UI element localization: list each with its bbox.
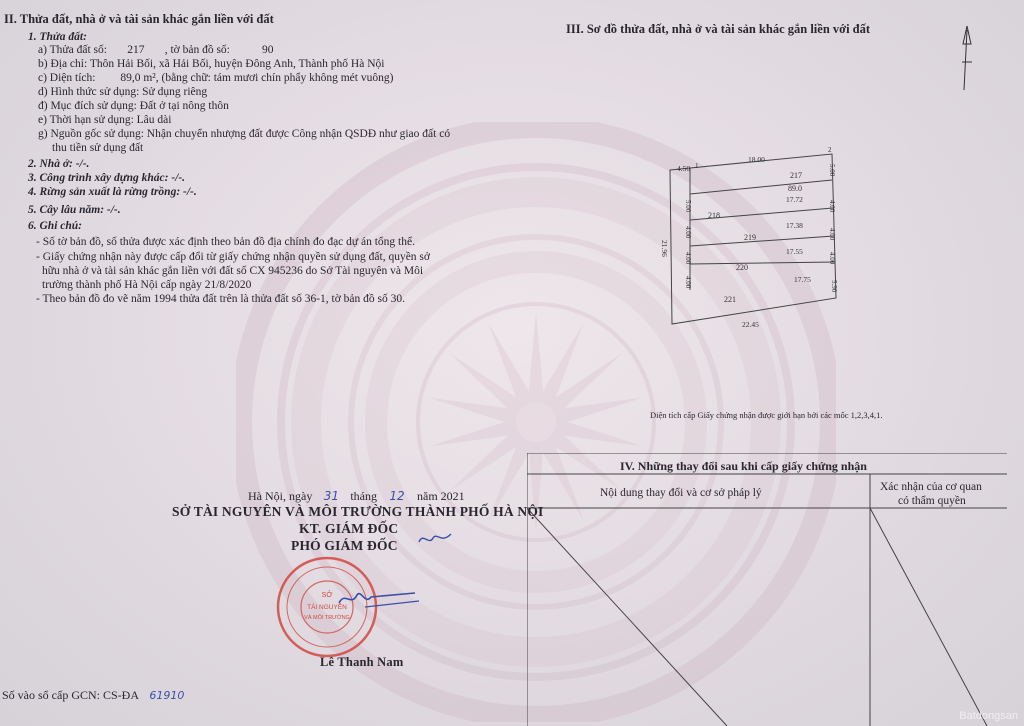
dim-length-1: 17.72 xyxy=(786,195,803,204)
date-prefix: Hà Nội, ngày xyxy=(248,489,313,503)
note-line: - Số tờ bản đồ, số thửa được xác định theo bản đồ địa chính đo đạc dự án tổng thể. xyxy=(36,236,415,248)
dim-right-5: 5.90 xyxy=(830,280,838,293)
parcel-221-label: 221 xyxy=(724,295,736,304)
deputy-director-title: PHÓ GIÁM ĐỐC xyxy=(291,538,398,553)
usage-origin: g) Nguồn gốc sử dụng: Nhận chuyển nhượng đất được Công nhận QSDĐ như giao đất có xyxy=(38,128,451,140)
land-parcel-heading: 1. Thửa đất: xyxy=(28,31,87,43)
note-line: hữu nhà ở và tài sản khác gắn liền với đất số CX 945236 do Sở Tài nguyên và Môi xyxy=(42,265,424,277)
parcel-number-value: 217 xyxy=(127,44,145,56)
north-arrow-icon xyxy=(952,22,982,92)
dim-length-3: 17.55 xyxy=(786,247,803,256)
corner-label: 2 xyxy=(828,146,832,154)
dim-right-3: 4.00 xyxy=(828,228,836,241)
parcel-number-label: a) Thửa đất số: xyxy=(38,44,107,56)
note-line: - Theo bản đồ đo vẽ năm 1994 thửa đất trên là thửa đất số 36-1, tờ bản đồ số 30. xyxy=(36,293,406,305)
issuing-agency: SỞ TÀI NGUYÊN VÀ MÔI TRƯỜNG THÀNH PHỐ HÀ NỘI xyxy=(172,504,544,519)
parcel-sketch xyxy=(640,140,850,340)
usage-purpose: đ) Mục đích sử dụng: Đất ở tại nông thôn xyxy=(38,100,229,112)
dim-top-length: 18.00 xyxy=(748,155,765,164)
dim-left-4: 4.00 xyxy=(684,276,692,289)
section4-title: IV. Những thay đổi sau khi cấp giấy chứng nhận xyxy=(620,459,867,473)
year-label: năm 2021 xyxy=(417,489,465,503)
section3-title: III. Sơ đồ thửa đất, nhà ở và tài sản khác gắn liền với đất xyxy=(566,22,871,36)
dim-total-left: 21.96 xyxy=(660,240,669,257)
svg-text:VÀ MÔI TRƯỜNG: VÀ MÔI TRƯỜNG xyxy=(304,615,350,621)
other-construction-item: 3. Công trình xây dựng khác: -/-. xyxy=(28,172,186,184)
handwritten-signature xyxy=(335,585,425,615)
svg-text:SỞ: SỞ xyxy=(321,592,333,599)
parcel-220-label: 220 xyxy=(736,263,748,272)
issue-day: 31 xyxy=(323,489,339,503)
dim-right-1: 5.00 xyxy=(828,164,836,177)
svg-text:TÀI NGUYÊN: TÀI NGUYÊN xyxy=(307,604,347,611)
table-header-confirm-cont: có thẩm quyền xyxy=(898,495,966,507)
register-label: Số vào sổ cấp GCN: CS-ĐA xyxy=(2,688,139,702)
on-behalf-title: KT. GIÁM ĐỐC xyxy=(299,521,399,536)
parcel-217-label: 217 xyxy=(790,171,802,180)
section2-title: II. Thửa đất, nhà ở và tài sản khác gắn liền với đất xyxy=(4,12,274,26)
area-row xyxy=(38,71,393,85)
notes-heading: 6. Ghi chú: xyxy=(28,220,82,232)
register-number: 61910 xyxy=(149,689,185,702)
dim-right-2: 4.00 xyxy=(828,200,836,213)
address-line: b) Địa chỉ: Thôn Hải Bối, xã Hải Bối, huyện Đông Anh, Thành phố Hà Nội xyxy=(38,58,385,70)
table-header-confirm: Xác nhận của cơ quan xyxy=(880,481,982,493)
map-sheet-label: , tờ bản đồ số: xyxy=(164,44,230,56)
parcel-219-label: 219 xyxy=(744,233,756,242)
forest-item: 4. Rừng sản xuất là rừng trồng: -/-. xyxy=(28,186,197,198)
dim-left-2: 4.00 xyxy=(684,226,692,239)
perennial-tree-item: 5. Cây lâu năm: -/-. xyxy=(28,204,121,216)
note-line: - Giấy chứng nhận này được cấp đổi từ giấy chứng nhận quyền sử dụng đất, quyền sở xyxy=(36,251,430,263)
dim-right-4: 4.00 xyxy=(828,252,836,265)
usage-origin-cont: thu tiền sử dụng đất xyxy=(52,142,144,154)
table-header-content: Nội dung thay đổi và cơ sở pháp lý xyxy=(600,487,762,499)
dim-top-left: 4.50 xyxy=(677,164,691,173)
sketch-caption: Diện tích cấp Giấy chứng nhận được giới hạn bởi các mốc 1,2,3,4,1. xyxy=(650,410,883,420)
dim-length-4: 17.75 xyxy=(794,275,811,284)
dim-length-2: 17.38 xyxy=(786,221,803,230)
note-line: trường thành phố Hà Nội cấp ngày 21/8/2020 xyxy=(42,279,252,291)
area-value: 89,0 m², (bằng chữ: tám mươi chín phẩy không mét vuông) xyxy=(120,72,394,84)
parcel-218-label: 218 xyxy=(708,211,720,220)
usage-term: e) Thời hạn sử dụng: Lâu dài xyxy=(38,114,172,126)
issue-date xyxy=(248,489,465,503)
map-sheet-value: 90 xyxy=(262,44,274,56)
register-number-row xyxy=(2,688,184,703)
dim-left-3: 4.00 xyxy=(684,252,692,265)
site-watermark: Batdongsan xyxy=(959,710,1018,722)
usage-form: d) Hình thức sử dụng: Sử dụng riêng xyxy=(38,86,208,98)
dim-bottom: 22.45 xyxy=(742,320,759,329)
corner-label: 1 xyxy=(695,162,699,170)
parcel-217-area: 89.0 xyxy=(788,184,802,193)
signer-name: Lê Thanh Nam xyxy=(320,655,404,669)
month-label: tháng xyxy=(350,489,377,503)
area-label: c) Diện tích: xyxy=(38,72,96,84)
initial-mark xyxy=(415,530,455,550)
parcel-number-row xyxy=(38,43,303,57)
issue-month: 12 xyxy=(389,489,405,503)
dim-left-1: 5.00 xyxy=(684,200,692,213)
house-item: 2. Nhà ở: -/-. xyxy=(28,158,90,170)
